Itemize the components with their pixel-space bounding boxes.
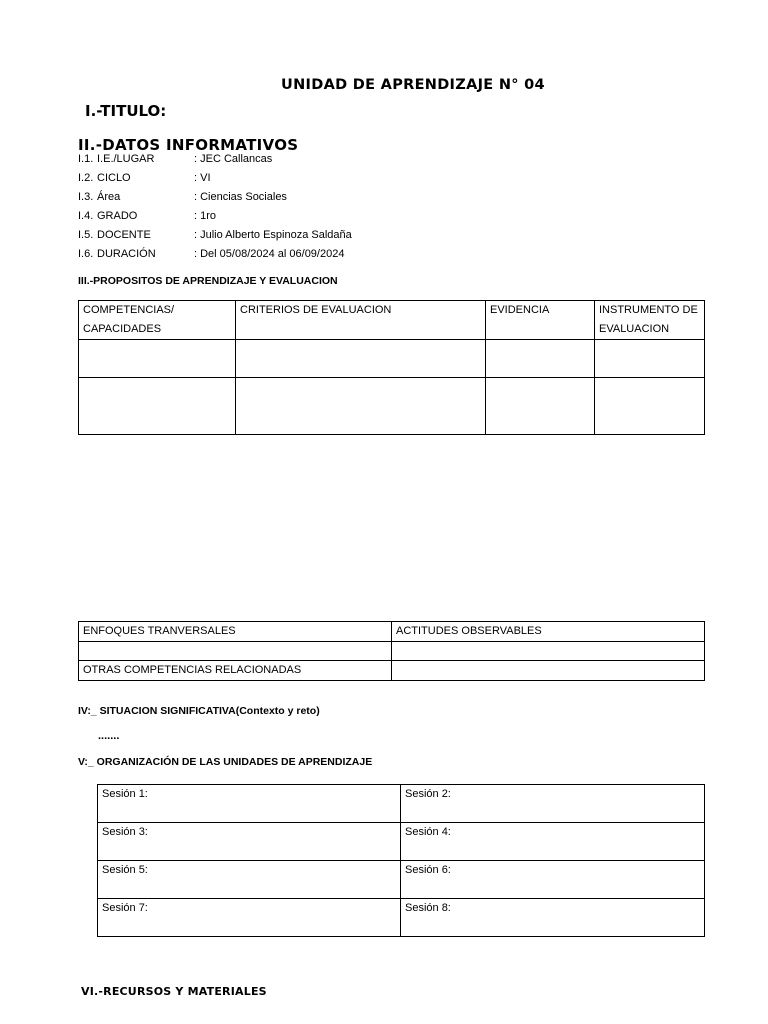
table-cell[interactable]	[79, 378, 236, 435]
sesion-cell[interactable]: Sesión 5:	[98, 861, 401, 899]
table-row	[98, 861, 705, 899]
table-row	[79, 661, 705, 681]
info-row-area	[78, 191, 478, 210]
info-label: GRADO	[97, 210, 138, 222]
titulo-heading: I.-TITULO:	[85, 102, 167, 120]
table-cell[interactable]	[595, 340, 705, 378]
info-number: I.1.	[78, 153, 94, 165]
header-criterios: CRITERIOS DE EVALUACION	[236, 301, 486, 340]
info-number: I.6.	[78, 248, 94, 260]
table-row	[98, 785, 705, 823]
table-cell[interactable]	[486, 340, 595, 378]
info-value: : JEC Callancas	[194, 153, 273, 165]
info-label: DURACIÓN	[97, 248, 156, 260]
enfoques-label: ENFOQUES TRANVERSALES	[79, 622, 392, 642]
info-row-docente	[78, 229, 478, 248]
sesion-cell[interactable]: Sesión 2:	[401, 785, 705, 823]
info-value: : 1ro	[194, 210, 217, 222]
info-label: CICLO	[97, 172, 131, 184]
info-number: I.2.	[78, 172, 94, 184]
table-row	[98, 899, 705, 937]
sesiones-table	[97, 784, 705, 937]
table-row	[79, 642, 705, 661]
info-row-ie-lugar	[78, 153, 478, 172]
sesion-cell[interactable]: Sesión 8:	[401, 899, 705, 937]
table-cell[interactable]	[486, 378, 595, 435]
table-cell[interactable]	[236, 340, 486, 378]
situacion-heading: IV:_ SITUACION SIGNIFICATIVA(Contexto y reto)	[78, 705, 320, 717]
table-cell[interactable]	[392, 661, 705, 681]
otras-competencias-label: OTRAS COMPETENCIAS RELACIONADAS	[79, 661, 392, 681]
sesion-cell[interactable]: Sesión 7:	[98, 899, 401, 937]
actitudes-label: ACTITUDES OBSERVABLES	[392, 622, 705, 642]
info-value: : Ciencias Sociales	[194, 191, 287, 203]
info-number: I.5.	[78, 229, 94, 241]
info-value: : Del 05/08/2024 al 06/09/2024	[194, 248, 345, 260]
table-row	[79, 340, 705, 378]
document-title: UNIDAD DE APRENDIZAJE N° 04	[281, 77, 545, 93]
header-competencias: COMPETENCIAS/ CAPACIDADES	[79, 301, 236, 340]
table-cell[interactable]	[79, 340, 236, 378]
table-cell[interactable]	[79, 642, 392, 661]
info-label: DOCENTE	[97, 229, 151, 241]
info-row-ciclo	[78, 172, 478, 191]
propositos-heading: III.-PROPOSITOS DE APRENDIZAJE Y EVALUACION	[78, 275, 338, 287]
header-instrumento: INSTRUMENTO DE EVALUACION	[595, 301, 705, 340]
info-number: I.3.	[78, 191, 94, 203]
propositos-table	[78, 300, 705, 435]
situacion-text: .......	[98, 730, 120, 742]
sesion-cell[interactable]: Sesión 4:	[401, 823, 705, 861]
header-evidencia: EVIDENCIA	[486, 301, 595, 340]
info-label: Área	[97, 191, 121, 203]
info-row-grado	[78, 210, 478, 229]
table-cell[interactable]	[236, 378, 486, 435]
table-row	[79, 622, 705, 642]
sesion-cell[interactable]: Sesión 1:	[98, 785, 401, 823]
datos-informativos-heading: II.-DATOS INFORMATIVOS	[78, 136, 299, 154]
info-value: : VI	[194, 172, 211, 184]
info-value: : Julio Alberto Espinoza Saldaña	[194, 229, 352, 241]
info-number: I.4.	[78, 210, 94, 222]
enfoques-table	[78, 621, 705, 681]
recursos-heading: VI.-RECURSOS Y MATERIALES	[81, 985, 267, 998]
table-cell[interactable]	[392, 642, 705, 661]
sesion-cell[interactable]: Sesión 3:	[98, 823, 401, 861]
table-row	[79, 378, 705, 435]
info-label: I.E./LUGAR	[97, 153, 155, 165]
organizacion-heading: V:_ ORGANIZACIÓN DE LAS UNIDADES DE APRENDIZAJE	[78, 756, 373, 768]
info-row-duracion	[78, 248, 478, 267]
table-row	[98, 823, 705, 861]
sesion-cell[interactable]: Sesión 6:	[401, 861, 705, 899]
table-cell[interactable]	[595, 378, 705, 435]
table-header-row	[79, 301, 705, 340]
